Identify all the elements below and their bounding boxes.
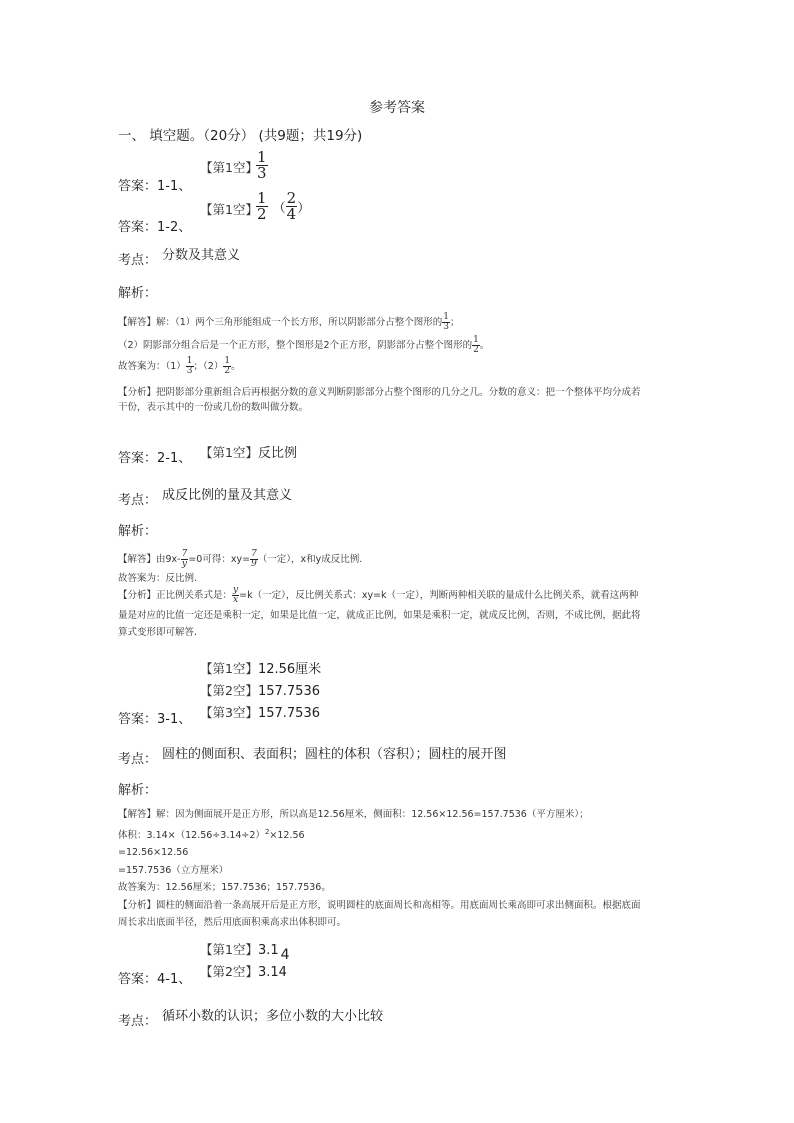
- kaodian-label: 考点：: [118, 752, 158, 767]
- q3-1-blank-3: [200, 703, 320, 721]
- q1-kaodian-text: 分数及其意义: [162, 248, 241, 263]
- answer-label: 答案：: [118, 220, 158, 235]
- q4-kaodian: [118, 1010, 157, 1029]
- q2-1-id: 2-1、: [157, 451, 192, 466]
- q4-1-blank-1-label: 【第1空】: [200, 942, 258, 957]
- kaodian-label: 考点：: [118, 1014, 158, 1029]
- q1-2-paren-open: （: [272, 201, 286, 216]
- q2-1-blank-label: 【第1空】: [200, 445, 258, 460]
- q3-1-blank-1-value: 12.56厘米: [257, 662, 322, 677]
- q1-jiexi-f4n: 1: [224, 356, 231, 366]
- q3-1-blank-1-label: 【第1空】: [200, 661, 258, 676]
- q3-jiexi-label: 解析：: [118, 783, 158, 798]
- q1-jiexi-label: 解析：: [118, 286, 158, 301]
- q1-jiexi-f2n: 1: [473, 335, 479, 345]
- q1-jiexi-frac-1: [442, 313, 450, 332]
- q3-1-blank-2-value: 157.7536: [257, 684, 320, 699]
- q1-jiexi-l1a: 【解答】解：（1）两个三角形能组成一个长方形，所以阴影部分占整个图形的: [118, 317, 443, 328]
- q2-jiexi-l4: 量是对应的比值一定还是乘积一定，如果是比值一定，就成正比例，如果是乘积一定，就成反比例，否则，不成比例，据此将: [118, 610, 641, 621]
- q1-1-id: 1-1、: [157, 179, 192, 194]
- q3-1-answer: [118, 708, 191, 727]
- q1-jiexi-l4: 【分析】把阴影部分重新组合后再根据分数的意义判断阴影部分占整个图形的几分之几。分数的意义：把一个整体平均分成若: [118, 387, 641, 398]
- q1-jiexi-frac-4: [223, 357, 231, 376]
- q2-jiexi-body: [118, 550, 641, 640]
- q4-1-id: 4-1、: [157, 972, 192, 987]
- q2-jiexi-l2: 故答案为：反比例.: [118, 573, 198, 584]
- q1-2-paren-close: ）: [297, 201, 311, 216]
- q1-jiexi-l1b: ；: [450, 317, 460, 328]
- q2-jiexi-l1c: （一定），x和y成反比例.: [257, 554, 363, 565]
- q3-jiexi-l6: 【分析】圆柱的侧面沿着一条高展开后是正方形，说明圆柱的底面周长和高相等。用底面周长乘高即可求出侧面积。根据底面: [118, 899, 641, 911]
- q2-jiexi-f2n: 7: [251, 549, 257, 559]
- q2-jiexi-l3a: 【分析】正比例关系式是：: [118, 590, 233, 601]
- q1-1-fraction: [256, 150, 268, 181]
- q2-jiexi-l5: 算式变形即可解答.: [118, 627, 198, 638]
- q1-2-alt-num: 2: [286, 189, 297, 207]
- q1-jiexi-body: [118, 313, 641, 415]
- q1-2-value: [256, 191, 310, 222]
- q1-1-blank-label: 【第1空】: [200, 160, 258, 175]
- q4-kaodian-text: 循环小数的认识；多位小数的大小比较: [162, 1009, 384, 1024]
- q1-jiexi-f4d: 2: [224, 366, 231, 376]
- q3-jiexi-l5: 故答案为：12.56厘米；157.7536；157.7536。: [118, 882, 331, 894]
- q2-kaodian-text: 成反比例的量及其意义: [162, 488, 293, 503]
- q2-kaodian: [118, 489, 157, 508]
- answer-label: 答案：: [118, 972, 158, 987]
- q1-1-num: 1: [257, 148, 267, 166]
- q1-jiexi-l2b: 。: [479, 340, 490, 351]
- q2-jiexi-f2d: 9: [251, 559, 257, 569]
- q2-1-value: 反比例: [257, 446, 297, 461]
- q1-1-answer: [118, 175, 191, 194]
- q2-jiexi-f1n: 7: [181, 549, 188, 559]
- q2-jiexi-f3d: x: [233, 595, 239, 605]
- q3-1-blank-1: [200, 658, 321, 677]
- q1-2-den: 2: [257, 205, 267, 223]
- q4-1-blank-2: [200, 962, 287, 980]
- q1-jiexi-f3d: 3: [186, 366, 193, 376]
- q1-kaodian: [118, 249, 157, 268]
- q1-jiexi-f1d: 3: [443, 322, 450, 332]
- q2-jiexi-f3n: y: [233, 585, 239, 595]
- q1-2-alt-fraction: [286, 191, 298, 222]
- q1-1-den: 3: [257, 164, 267, 182]
- q3-jiexi-l4: =157.7536（立方厘米）: [118, 864, 229, 876]
- q3-jiexi-l2a: 体积：3.14×（12.56÷3.14÷2）: [118, 829, 265, 841]
- q1-jiexi-f3n: 1: [186, 356, 193, 366]
- q4-1-blank-1-value: 3.1: [257, 943, 279, 958]
- q1-2-fraction: [256, 191, 268, 222]
- q1-jiexi-frac-3: [186, 357, 194, 376]
- page-title: 参考答案: [369, 100, 425, 116]
- q3-kaodian-text: 圆柱的侧面积、表面积；圆柱的体积（容积）；圆柱的展开图: [162, 747, 507, 762]
- q1-jiexi-f1n: 1: [443, 312, 450, 322]
- q4-1-blank-1: [200, 940, 290, 963]
- q1-2-alt-den: 4: [286, 205, 297, 223]
- q4-1-blank-2-value: 3.14: [257, 965, 287, 980]
- answer-label: 答案：: [118, 179, 158, 194]
- q2-jiexi-l1a: 【解答】由9x-: [118, 554, 181, 565]
- q2-jiexi-f1d: y: [181, 559, 188, 569]
- q1-2-id: 1-2、: [157, 220, 192, 235]
- q1-jiexi-l3b: ；（2）: [193, 361, 224, 372]
- section-heading: 一、 填空题。（20分） (共9题；共19分): [118, 128, 363, 144]
- q1-2-blank-label: 【第1空】: [200, 202, 258, 217]
- q3-kaodian: [118, 748, 157, 767]
- q3-1-id: 3-1、: [157, 712, 192, 727]
- q3-1-blank-2: [200, 681, 320, 699]
- q3-jiexi-l7: 周长求出底面半径，然后用底面积乘高求出体积即可。: [118, 917, 347, 929]
- q1-jiexi-l3c: 。: [231, 361, 241, 372]
- q1-jiexi-l3a: 故答案为：（1）: [118, 361, 186, 372]
- q3-1-blank-3-value: 157.7536: [257, 706, 320, 721]
- q4-1-blank-1-repeat-digit: 4: [280, 947, 290, 963]
- q1-jiexi-f2d: 2: [473, 345, 479, 355]
- q2-jiexi-l1b: =0可得：xy=: [188, 554, 251, 565]
- answer-label: 答案：: [118, 712, 158, 727]
- q2-1-blank: [200, 442, 297, 461]
- q2-jiexi-l3b: =k（一定），反比例关系式：xy=k（一定），判断两种相关联的量成什么比例关系，就看这两种: [239, 590, 639, 601]
- q1-2-num: 1: [257, 189, 267, 207]
- q2-jiexi-label: 解析：: [118, 524, 158, 539]
- q3-jiexi-body: [118, 806, 641, 932]
- q4-1-blank-2-label: 【第2空】: [200, 964, 258, 979]
- q4-1-answer: [118, 968, 191, 987]
- q2-1-answer: [118, 447, 191, 466]
- q1-jiexi-frac-2: [472, 336, 480, 355]
- q3-jiexi-l3: =12.56×12.56: [118, 847, 189, 859]
- q2-jiexi-frac-2: [250, 550, 258, 569]
- q3-1-blank-2-label: 【第2空】: [200, 683, 258, 698]
- q1-2-answer: [118, 216, 191, 235]
- q3-jiexi-l2sup: 2: [264, 827, 270, 836]
- answer-label: 答案：: [118, 451, 158, 466]
- q3-jiexi-l1: 【解答】解：因为侧面展开是正方形，所以高是12.56厘米，侧面积：12.56×12.56=157.7536（平方厘米）；: [118, 809, 589, 820]
- q3-jiexi-l2b: ×12.56: [269, 829, 305, 841]
- q3-1-blank-3-label: 【第3空】: [200, 705, 258, 720]
- q1-jiexi-l5: 干份，表示其中的一份或几份的数叫做分数。: [118, 402, 309, 413]
- kaodian-label: 考点：: [118, 253, 158, 268]
- q1-jiexi-l2a: （2）阴影部分组合后是一个正方形，整个图形是2个正方形，阴影部分占整个图形的: [118, 340, 473, 351]
- kaodian-label: 考点：: [118, 493, 158, 508]
